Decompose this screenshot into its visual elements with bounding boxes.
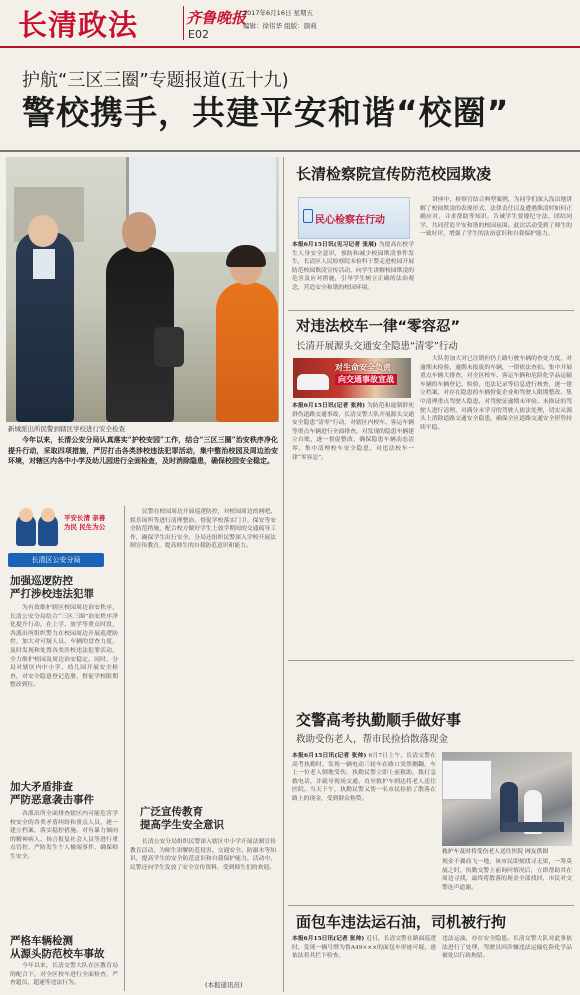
article-body-text: 为提高在校学生人身安全意识，预防和减少校园欺凌事件发生，长清区人民检察院未检科干警走进校园开展防范校园欺凌宣传活动，向学生讲解校园欺凌的危害及应对措施，引导学生树立正确的法治观念，营造安全和谐的校园环境。 <box>292 242 414 291</box>
article-title-procuratorate: 长清检察院宣传防范校园欺凌 <box>296 165 492 183</box>
rescue-photo-caption: 救护车及时将受伤老人送往医院 网友供图 <box>442 849 549 855</box>
procuratorate-banner-text: 民心检察在行动 <box>315 215 385 226</box>
main-photo <box>6 157 279 422</box>
article-body-procuratorate-right: 讲座中，检察官结合典型案例，为同学们深入浅出地讲解了校园欺凌的表现形式、法律责任以及遭遇欺凌时如何正确应对、寻求帮助等知识，告诫学生要遵纪守法、团结同学，共同营造平安和谐的校园氛围。此次活动受到了师生的一致好评，增强了学生的法治意识和自我保护能力。 <box>420 197 572 238</box>
article-subtitle-exam: 救助受伤老人，帮市民捡拾散落现金 <box>296 734 449 745</box>
middle-body-2: 长清公安分局组织民警深入辖区中小学开展法制宣传教育活动，为师生讲解防范侵害、交通安全、防溺水等知识，提高学生的安全防范意识和自我保护能力。活动中，民警还向学生发放了安全宣传资料，受到师生们的欢迎。 <box>130 839 276 871</box>
bus-banner-text-2: 向交通事故宣战 <box>335 374 397 385</box>
middle-subheading: 广泛宣传教育 提高学生安全意识 <box>140 806 224 831</box>
main-headline: 警校携手，共建平安和谐“校圈” <box>22 93 510 132</box>
police-face-icon <box>41 508 55 522</box>
section-heading-conflict: 加大矛盾排查 严防恶意袭击事件 <box>10 781 94 806</box>
article-divider <box>288 905 574 906</box>
stretcher-shape <box>502 822 564 832</box>
article-subtitle-school-bus: 长清开展源头交通安全隐患“清零”行动 <box>296 341 458 352</box>
middle-body-1: 民警在校园周边开展巡逻防控，对校园周边的网吧、娱乐场所等进行清理整治，督促学校落实门卫、保安等安全防范措施，配合校方做好学生上放学期间的交通疏导工作，确保学生出行安全。分局还组织民警深入学校开展法制宣传教育，提高师生的自我防范意识和能力。 <box>130 509 276 550</box>
column-divider <box>283 157 284 992</box>
article-body-school-bus-left <box>292 402 414 557</box>
article-divider <box>288 660 574 661</box>
scales-icon <box>303 209 313 223</box>
rescue-photo <box>442 752 572 846</box>
man-bag <box>154 327 184 367</box>
ambulance-shape <box>442 760 492 800</box>
article-byline: 本报6月15日讯(见习记者 张展) <box>292 242 377 248</box>
article-byline: 本报6月15日讯(记者 张帅) <box>292 936 365 942</box>
article-body-exam-right: 现金不翼而飞一地，该市民即刻找寻无果，一筹莫展之时，执勤交警上前询问情况后，立即帮助其在周边寻找，最终将散落的现金全部找回，市民对交警连声道谢。 <box>442 859 572 891</box>
page-code: E02 <box>188 28 209 41</box>
article-divider <box>288 310 574 311</box>
date-line: 2017年6月16日 星期五 <box>243 9 314 17</box>
paper-logo: 齐鲁晚报 <box>186 9 247 27</box>
policewoman-head <box>28 215 58 247</box>
masthead-divider <box>183 6 184 40</box>
school-bus-photo <box>293 358 411 398</box>
article-byline: 本报6月15日讯(记者 张帅) <box>292 403 366 409</box>
article-byline: 本报6月15日讯(记者 张帅) <box>292 753 367 759</box>
editor-line: 编辑：徐伟华 组版：颜莉 <box>243 22 317 30</box>
article-body-school-bus-right: 大队将加大对已注销但仍上路行驶车辆的查处力度，对逾期未检验、逾期未报废的车辆，一律依法查扣。集中开展重点车辆大排查，对全区校车、客运车辆和危险化学品运输车辆的车辆登记、检验、违法记录等信息进行核查，逐一建立档案，对存在隐患的车辆督促企业和驾驶人限期整改。集中清理重点驾驶人隐患，对驾驶证逾期未审验、未换证的驾驶人进行清理，对满分未学习的驾驶人依法处理，切实从源头上消除道路交通安全隐患，确保全区道路交通安全形势持续平稳。 <box>420 356 572 431</box>
photo-caption: 新城派出所民警到辖区学校进行安全检查 <box>8 425 125 433</box>
article-body-text: 近日，长清交警在路面巡逻时，发现一辆号牌为鲁A49×××的面包车形迹可疑，遂依法将其拦下检查。 <box>292 936 436 960</box>
headline-rule <box>0 150 580 152</box>
headline-kicker: 护航“三区三圈”专题报道(五十九) <box>22 70 289 91</box>
article-body-text: 6月7日上午，长清交警在高考执勤时，发现一辆电动三轮车在路口突然侧翻，车上一位老人倒地受伤，执勤民警立即上前救助，拨打急救电话，并疏导现场交通，直至救护车到达将老人送往医院。当天下午，执勤民警又帮一名市民捡拾了散落在路上的现金，受到群众称赞。 <box>292 753 436 802</box>
police-badge: 长清区公安分局 <box>8 553 104 567</box>
section-heading-patrol: 加强巡逻防控 严打涉校违法犯罪 <box>10 575 94 600</box>
article-body-van-left <box>292 935 436 993</box>
article-title-van: 面包车违法运石油，司机被行拘 <box>296 913 507 931</box>
car-shape <box>297 374 329 390</box>
correspondent-note: (本报通讯员) <box>205 981 243 989</box>
section-title: 长清政法 <box>18 8 139 42</box>
article-title-school-bus: 对违法校车一律“零容忍” <box>296 319 461 335</box>
man-head <box>122 212 156 252</box>
article-title-exam: 交警高考执勤顺手做好事 <box>296 711 462 729</box>
procuratorate-banner <box>298 197 410 239</box>
article-body-procuratorate-left <box>292 241 414 305</box>
section-body-vehicle: 今年以来，长清交警大队在区教育局的配合下，对全区校车进行全面检查，严查超员、超速等违法行为。 <box>10 963 118 987</box>
police-face-icon <box>19 508 33 522</box>
article-body-exam-left <box>292 752 436 898</box>
masthead <box>0 0 580 48</box>
lead-paragraph: 今年以来，长清公安分局认真落实“护校安园”工作，结合“三区三圈”治安秩序净化提升行动，采取四项措施，严厉打击各类涉校违法犯罪活动，集中整治校园及周边治安环境，对辖区内各中小学及幼儿园进行全面检查，及时消除隐患，确保校园安全稳定。 <box>8 435 278 465</box>
section-body-patrol: 为有效维护辖区校园周边治安秩序，长清公安分局结合“三区三圈”治安秩序净化提升行动，在上学、放学等重点时段，各派出所组织警力在校园周边开展巡逻防控，加大对可疑人员、车辆的盘查力度，及时发现和处置各类涉校违法犯罪活动，全力维护校园及周边治安稳定。同时，分局对辖区内中小学、幼儿园开展安全检查，对安全隐患登记造册，督促学校限期整改到位。 <box>10 605 118 689</box>
section-heading-vehicle: 严格车辆检测 从源头防范校车事故 <box>10 935 105 960</box>
article-body-text: 为防范和遏制群死群伤道路交通事故，长清交警大队开展源头交通安全隐患“清零”行动，对辖区内校车、客运车辆等重点车辆进行全面排查，对发现的隐患车辆建立台账，逐一督促整改，确保隐患车辆动态清零。集中清理校车安全隐患，对违法校车一律“零容忍”。 <box>292 403 414 461</box>
policewoman-shirt <box>33 249 55 279</box>
column-divider <box>124 506 125 991</box>
section-body-conflict: 各派出所全面排查辖区内可能危害学校安全的各类矛盾纠纷和重点人员，逐一建立档案，落实稳控措施，对有暴力倾向的精神病人、扬言报复社会人员等进行重点管控，严防发生个人极端事件，确保师生安全。 <box>10 811 118 860</box>
police-slogan: 平安长清 亲善为民 民生为公 <box>64 514 106 531</box>
woman-figure <box>216 282 278 422</box>
article-body-van-right: 违法运油，存在安全隐患。长清交警大队对此事依法进行了处理，驾驶员因涉嫌违法运输危险化学品被处以行政拘留。 <box>442 936 572 960</box>
bus-banner-text-1: 对生命安全负责 <box>335 363 391 372</box>
